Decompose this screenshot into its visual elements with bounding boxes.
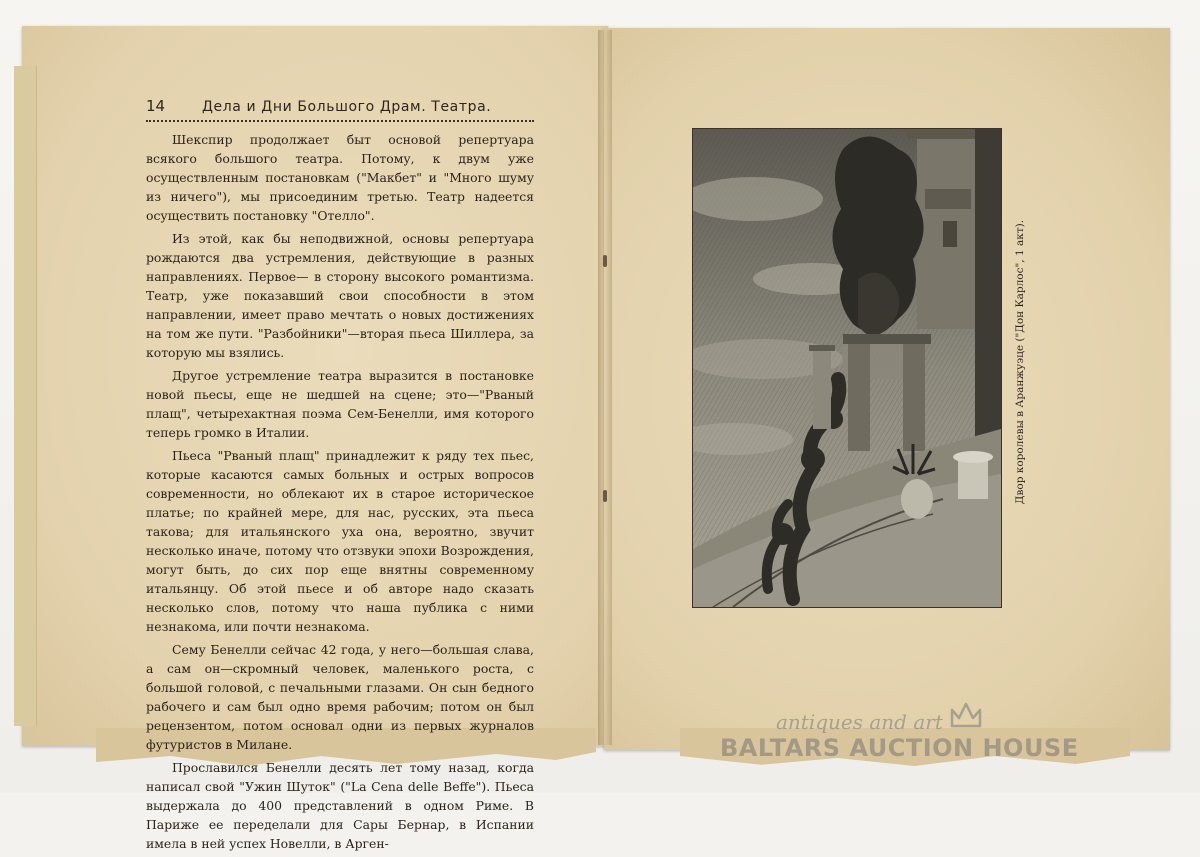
watermark-brand: BALTARS AUCTION HOUSE [720, 734, 1079, 762]
crown-icon [949, 700, 983, 730]
body-text [146, 130, 534, 857]
binding-stitch [603, 255, 607, 267]
watermark-tagline: antiques and art [776, 710, 943, 734]
header-rule [146, 120, 534, 122]
paragraph: Шекспир продолжает быт основой репертуара всякого большого театра. Потому, к двум уже осуществленным постановкам ("Макбет" и "Много шуму из ничего"), мы присоединим третью. Театр надеется осуществить постановку "Отелло". [146, 132, 534, 223]
paragraph: Из этой, как бы неподвижной, основы репертуара рождаются два устремления, действующие в разных направлениях. Первое— в сторону высокого романтизма. Театр, уже показавший свои способности в этом направлении, имеет право мечтать о новых достижениях на том же пути. "Разбойники"—вторая пьеса Шиллера, за которую мы взялись. [146, 231, 534, 360]
running-title: Дела и Дни Большого Драм. Театра. [202, 99, 492, 115]
binding-stitch [603, 490, 607, 502]
paragraph: Пьеса "Рваный плащ" принадлежит к ряду тех пьес, которые касаются самых больных и острых вопросов современности, но облекают их в старое историческое платье; по крайней мере, для нас, русских, эта пьеса такова; для итальянского уха она, вероятно, звучит несколько иначе, потому что отзвуки эпохи Возрождения, могут быть, до сих пор еще внятны современному итальянцу. Об этой пьесе и об авторе надо сказать несколько слов, потому что наша публика с ними незнакома, или почти незнакома. [146, 448, 534, 634]
page-number: 14 [146, 97, 166, 115]
running-head [146, 97, 534, 119]
auction-watermark [720, 700, 1120, 780]
plate-caption-text: Двор королевы в Аранжуэце ("Дон Карлос", 1 акт). [1014, 219, 1026, 505]
illustration-plate [692, 128, 1002, 608]
paragraph: Прославился Бенелли десять лет тому назад, когда написал свой "Ужин Шуток" ("La Cena delle Beffe"). Пьеса выдержала до 400 представлений в одном Риме. В Париже ее переделали для Сары Бернар, в Испании имела в ней успех Новелли, в Арген- [146, 760, 534, 851]
stage-design-illustration [693, 129, 1001, 607]
paragraph: Сему Бенелли сейчас 42 года, у него—большая слава, а сам он—скромный человек, маленького роста, с большой головой, с печальными глазами. Он сын бедного рабочего и сам был одно время рабочим; потом он был рецензентом, потом основал одни из первых журналов футуристов в Милане. [146, 642, 534, 752]
paragraph: Другое устремление театра выразится в постановке новой пьесы, еще не шедшей на сцене; это—"Рваный плащ", четырехактная поэма Сем-Бенелли, имя которого теперь громко в Италии. [146, 368, 534, 440]
book-gutter [598, 30, 612, 745]
